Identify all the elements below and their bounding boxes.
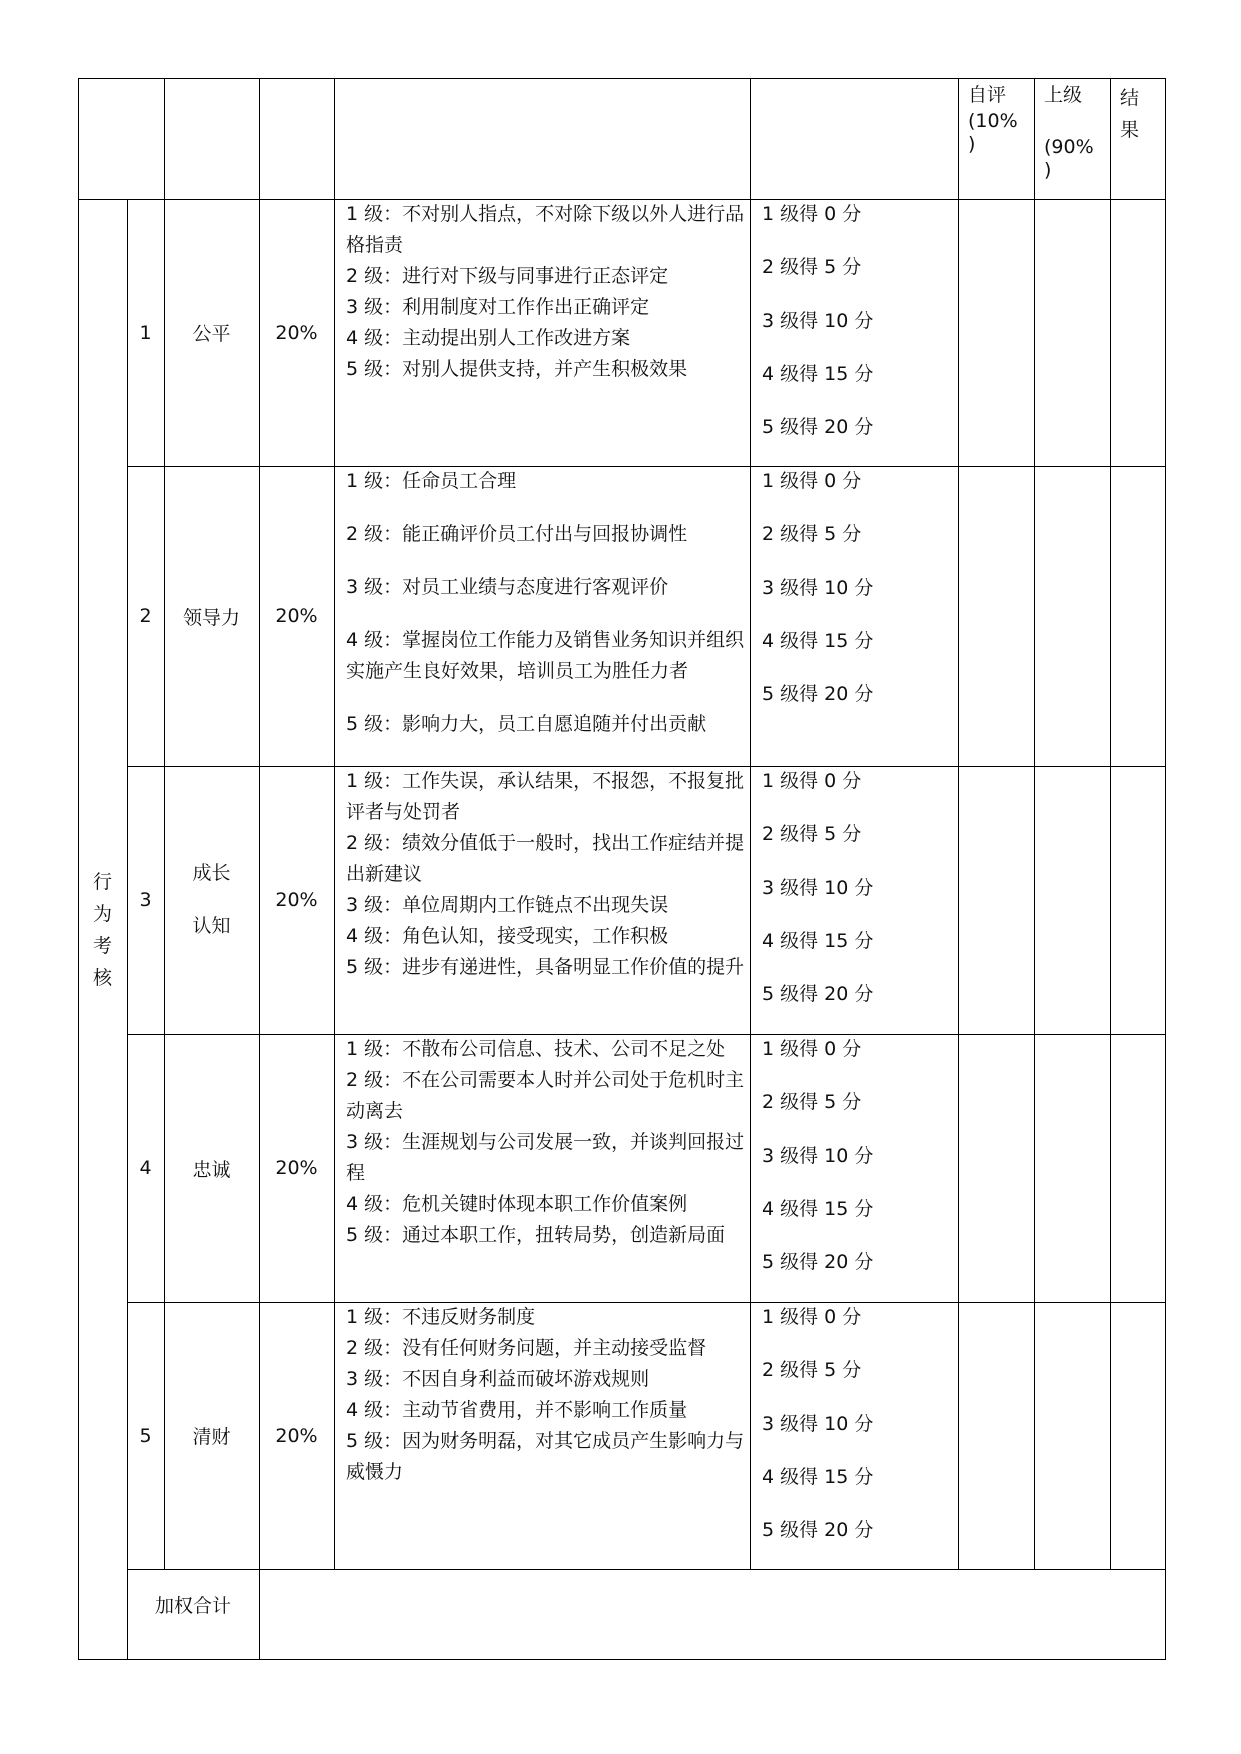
score-line: 2 级得 5 分 — [762, 1359, 862, 1382]
row-5-weight: 20% — [275, 1424, 318, 1447]
level-line: 3 级：单位周期内工作链点不出现失误 — [346, 894, 669, 916]
level-line: 实施产生良好效果，培训员工为胜任力者 — [346, 660, 689, 682]
level-line: 2 级：不在公司需要本人时并公司处于危机时主 — [346, 1069, 745, 1091]
row-2-weight: 20% — [275, 605, 318, 627]
level-line: 2 级：能正确评价员工付出与回报协调性 — [346, 523, 688, 545]
row-1-scores — [762, 199, 873, 465]
score-line: 5 级得 20 分 — [762, 1519, 874, 1542]
level-line: 4 级：主动提出别人工作改进方案 — [346, 327, 631, 349]
score-line: 5 级得 20 分 — [762, 983, 874, 1006]
col-divider — [1034, 78, 1035, 1570]
row-3-levels — [346, 766, 744, 983]
row-4-no: 4 — [139, 1157, 152, 1179]
col-divider — [958, 78, 959, 1570]
row-4-scores — [762, 1034, 873, 1300]
level-line: 程 — [346, 1162, 366, 1184]
score-line: 4 级得 15 分 — [762, 1197, 874, 1220]
header-result-line: 结 — [1120, 87, 1140, 109]
row-1-no: 1 — [139, 321, 152, 344]
score-line: 1 级得 0 分 — [762, 770, 862, 792]
level-line: 4 级：角色认知，接受现实，工作积极 — [346, 925, 669, 947]
level-line: 动离去 — [346, 1100, 404, 1122]
row-5-no: 5 — [139, 1424, 152, 1447]
level-line: 4 级：掌握岗位工作能力及销售业务知识并组织 — [346, 629, 745, 651]
level-spacer — [346, 550, 744, 572]
row-4-name: 忠诚 — [192, 1158, 231, 1181]
level-spacer — [346, 687, 744, 709]
score-line: 5 级得 20 分 — [762, 416, 874, 439]
score-line: 3 级得 10 分 — [762, 576, 874, 599]
header-self-eval-line: ) — [968, 133, 976, 155]
level-line: 评者与处罚者 — [346, 801, 461, 823]
level-line: 5 级：影响力大，员工自愿追随并付出贡献 — [346, 713, 707, 735]
level-line: 3 级：对员工业绩与态度进行客观评价 — [346, 576, 669, 598]
row-3-name-line: 认知 — [192, 915, 231, 937]
level-line: 5 级：对别人提供支持，并产生积极效果 — [346, 358, 688, 380]
level-spacer — [346, 497, 744, 519]
category-char: 为 — [92, 903, 112, 925]
score-line: 3 级得 10 分 — [762, 1144, 874, 1167]
row-1-levels — [346, 199, 744, 385]
col-divider — [1110, 78, 1111, 1570]
evaluation-table — [78, 78, 1166, 1660]
level-line: 3 级：利用制度对工作作出正确评定 — [346, 296, 650, 318]
level-line: 威慑力 — [346, 1461, 404, 1483]
level-line: 1 级：不散布公司信息、技术、公司不足之处 — [346, 1038, 726, 1060]
table-border-top — [78, 78, 1166, 79]
level-line: 4 级：主动节省费用，并不影响工作质量 — [346, 1399, 688, 1421]
row-3-name-line: 成长 — [192, 862, 231, 884]
header-self-eval-line: (10% — [968, 110, 1018, 132]
level-line: 5 级：进步有递进性，具备明显工作价值的提升 — [346, 956, 745, 978]
row-2-name: 领导力 — [182, 606, 240, 629]
header-superior-line — [1044, 108, 1094, 134]
row-3-name — [164, 766, 259, 1034]
level-line: 5 级：因为财务明磊，对其它成员产生影响力与 — [346, 1430, 745, 1452]
score-line: 2 级得 5 分 — [762, 256, 862, 279]
score-line: 3 级得 10 分 — [762, 1412, 874, 1435]
row-5-name: 清财 — [192, 1426, 231, 1448]
header-result — [1120, 82, 1139, 146]
row-1-name: 公平 — [192, 323, 231, 345]
score-line: 2 级得 5 分 — [762, 1091, 862, 1114]
table-border-right — [1165, 78, 1166, 1660]
row-4-weight: 20% — [275, 1157, 318, 1179]
header-result-line: 果 — [1120, 119, 1140, 141]
row-2-levels — [346, 466, 744, 740]
score-line: 3 级得 10 分 — [762, 876, 874, 899]
table-border-bottom — [78, 1659, 1166, 1660]
level-line: 3 级：生涯规划与公司发展一致，并谈判回报过 — [346, 1131, 745, 1153]
category-char: 行 — [92, 871, 112, 893]
score-line: 1 级得 0 分 — [762, 1038, 862, 1060]
score-line: 4 级得 15 分 — [762, 362, 874, 385]
level-line: 1 级：任命员工合理 — [346, 470, 517, 492]
level-line: 1 级：工作失误，承认结果，不报怨，不报复批 — [346, 770, 745, 792]
row-divider — [127, 1569, 1166, 1570]
score-line: 2 级得 5 分 — [762, 523, 862, 546]
row-4-levels — [346, 1034, 744, 1251]
category-char: 考 — [92, 935, 112, 957]
score-line: 1 级得 0 分 — [762, 203, 862, 225]
level-line: 4 级：危机关键时体现本职工作价值案例 — [346, 1193, 688, 1215]
level-line: 2 级：没有任何财务问题，并主动接受监督 — [346, 1337, 707, 1359]
score-line: 1 级得 0 分 — [762, 1306, 862, 1328]
score-line: 4 级得 15 分 — [762, 629, 874, 652]
score-line: 3 级得 10 分 — [762, 309, 874, 332]
category-char: 核 — [92, 967, 112, 989]
level-line: 2 级：绩效分值低于一般时，找出工作症结并提 — [346, 832, 745, 854]
header-superior — [1044, 82, 1094, 180]
row-3-scores — [762, 766, 873, 1032]
weighted-total-label: 加权合计 — [154, 1594, 231, 1617]
level-line: 出新建议 — [346, 863, 423, 885]
level-line: 5 级：通过本职工作，扭转局势，创造新局面 — [346, 1224, 726, 1246]
score-line: 1 级得 0 分 — [762, 470, 862, 492]
score-line: 5 级得 20 分 — [762, 1251, 874, 1274]
header-superior-line: 上级 — [1044, 84, 1083, 106]
col-divider — [334, 78, 335, 1570]
row-5-scores — [762, 1302, 873, 1568]
score-line: 5 级得 20 分 — [762, 683, 874, 706]
level-line: 格指责 — [346, 234, 404, 256]
category-label — [78, 200, 127, 1660]
row-5-levels — [346, 1302, 744, 1488]
header-superior-line: ) — [1044, 159, 1052, 181]
score-line: 4 级得 15 分 — [762, 1465, 874, 1488]
row-1-weight: 20% — [275, 321, 318, 344]
row-2-no: 2 — [139, 605, 152, 627]
score-line: 4 级得 15 分 — [762, 929, 874, 952]
row-3-no: 3 — [139, 889, 152, 911]
level-line: 2 级：进行对下级与同事进行正态评定 — [346, 265, 669, 287]
level-line: 1 级：不对别人指点，不对除下级以外人进行品 — [346, 203, 745, 225]
col-divider — [750, 78, 751, 1570]
header-self-eval — [968, 82, 1018, 154]
header-self-eval-line: 自评 — [968, 84, 1007, 106]
header-superior-line: (90% — [1044, 136, 1094, 158]
level-spacer — [346, 603, 744, 625]
row-2-scores — [762, 466, 873, 732]
score-line: 2 级得 5 分 — [762, 823, 862, 846]
level-line: 1 级：不违反财务制度 — [346, 1306, 536, 1328]
col-divider — [164, 78, 165, 200]
level-line: 3 级：不因自身利益而破坏游戏规则 — [346, 1368, 650, 1390]
row-3-weight: 20% — [275, 889, 318, 911]
